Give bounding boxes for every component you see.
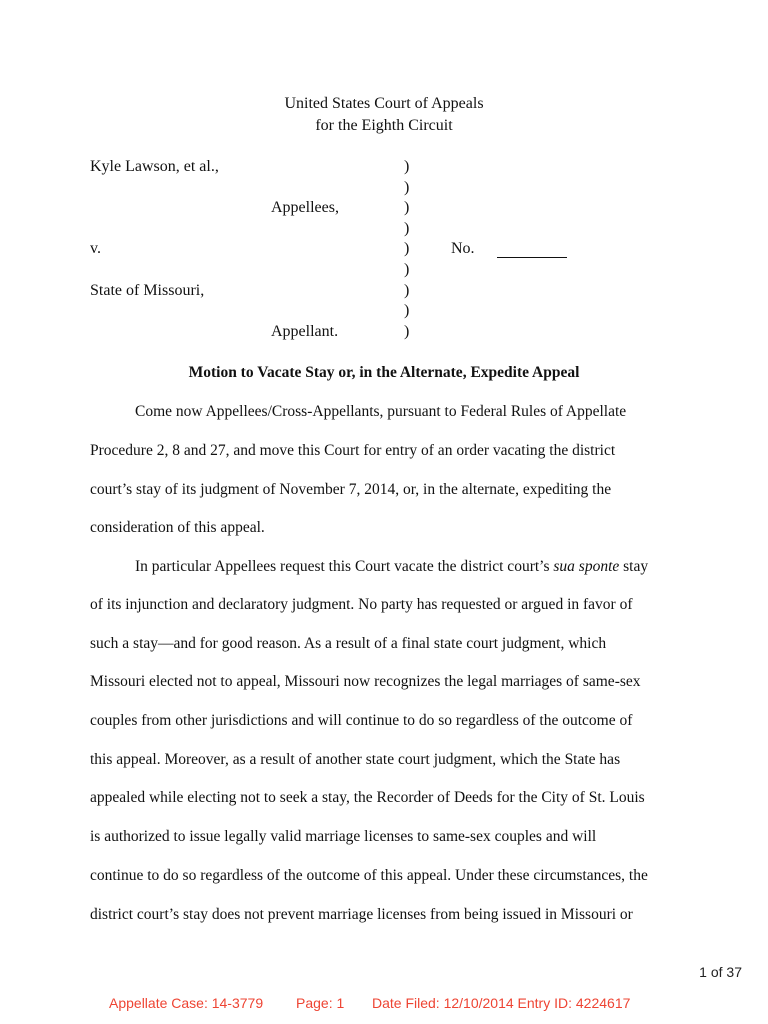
- body-line: district court’s stay does not prevent marriage licenses from being issued in Missouri or: [90, 906, 633, 923]
- caption-paren: ): [404, 220, 410, 237]
- court-name: United States Court of Appeals: [284, 95, 484, 112]
- body-line: appealed while electing not to seek a stay, the Recorder of Deeds for the City of St. Louis: [90, 789, 645, 806]
- body-line: couples from other jurisdictions and will continue to do so regardless of the outcome of: [90, 712, 633, 729]
- body-text: stay: [619, 558, 649, 575]
- case-number-label: No.: [451, 240, 475, 257]
- motion-title: Motion to Vacate Stay or, in the Alternate, Expedite Appeal: [188, 364, 580, 381]
- court-circuit: for the Eighth Circuit: [315, 117, 453, 134]
- footer-page: Page: 1: [296, 995, 345, 1011]
- body-text: In particular Appellees request this Court vacate the district court’s: [135, 558, 554, 575]
- plaintiff-name: Kyle Lawson, et al.,: [90, 158, 219, 175]
- defendant-name: State of Missouri,: [90, 282, 205, 299]
- caption-paren: ): [404, 158, 410, 175]
- body-line: of its injunction and declaratory judgment. No party has requested or argued in favor of: [90, 596, 633, 613]
- caption-paren: ): [404, 282, 410, 299]
- caption-paren: ): [404, 199, 410, 216]
- italic-term: sua sponte: [553, 558, 620, 575]
- body-line: Come now Appellees/Cross-Appellants, pursuant to Federal Rules of Appellate: [135, 403, 627, 420]
- body-line: court’s stay of its judgment of November 7, 2014, or, in the alternate, expediting the: [90, 481, 612, 498]
- footer-date-filed: Date Filed: 12/10/2014 Entry ID: 4224617: [372, 995, 631, 1011]
- caption-paren: ): [404, 240, 410, 257]
- body-line: such a stay—and for good reason. As a result of a final state court judgment, which: [90, 635, 607, 652]
- body-line: is authorized to issue legally valid marriage licenses to same-sex couples and will: [90, 828, 597, 845]
- body-line: Procedure 2, 8 and 27, and move this Court for entry of an order vacating the district: [90, 442, 616, 459]
- versus-label: v.: [90, 240, 101, 257]
- body-line: consideration of this appeal.: [90, 519, 265, 536]
- caption-paren: ): [404, 179, 410, 196]
- case-number-blank: [497, 257, 567, 258]
- page-indicator: 1 of 37: [699, 964, 742, 980]
- caption-paren: ): [404, 261, 410, 278]
- body-line: [135, 557, 648, 577]
- body-line: continue to do so regardless of the outcome of this appeal. Under these circumstances, the: [90, 867, 648, 884]
- caption-paren: ): [404, 302, 410, 319]
- plaintiff-role: Appellees,: [271, 199, 339, 216]
- footer-case: Appellate Case: 14-3779: [109, 995, 264, 1011]
- body-line: this appeal. Moreover, as a result of another state court judgment, which the State has: [90, 751, 621, 768]
- body-line: Missouri elected not to appeal, Missouri now recognizes the legal marriages of same-sex: [90, 673, 641, 690]
- defendant-role: Appellant.: [271, 323, 339, 340]
- caption-paren: ): [404, 323, 410, 340]
